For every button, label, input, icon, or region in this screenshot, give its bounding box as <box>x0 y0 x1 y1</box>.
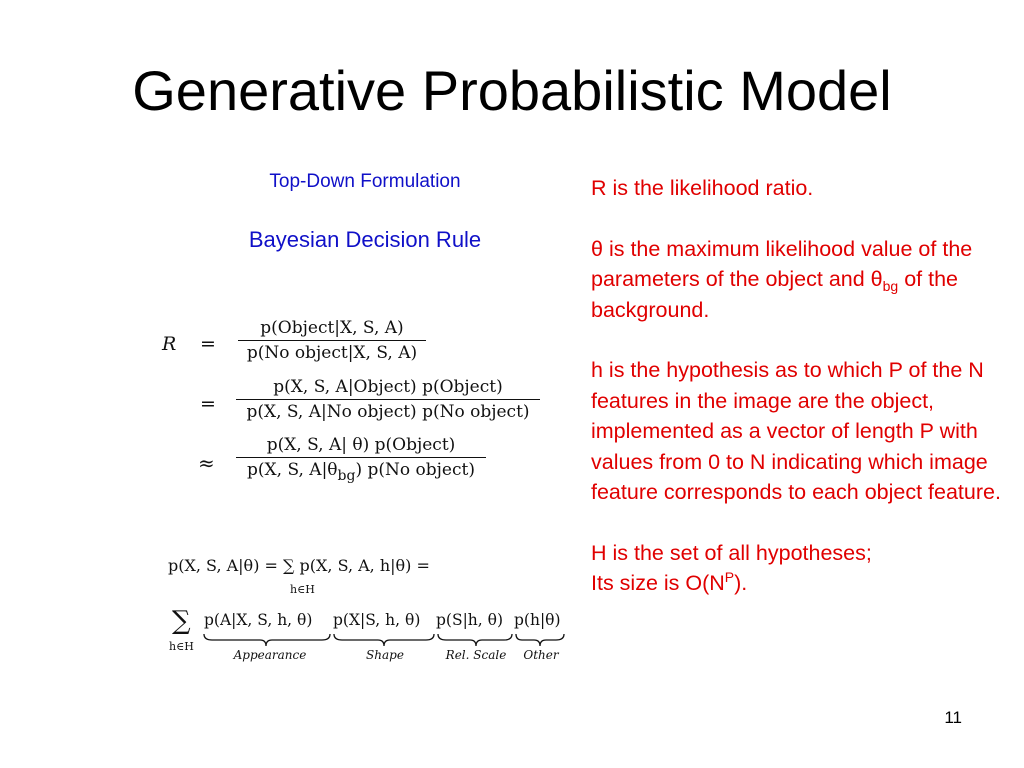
slide-title: Generative Probabilistic Model <box>132 59 892 122</box>
eq-equals-2: = <box>200 393 216 415</box>
fraction-bar <box>238 340 426 341</box>
eq-lhs-R: R <box>162 333 177 355</box>
theta-symbol: θ <box>591 236 603 261</box>
para-theta-text-b: of the background. <box>591 267 958 322</box>
expansion-line1: p(X, S, A|θ) = ∑ p(X, S, A, h|θ) = <box>168 556 430 575</box>
eq3-numerator: p(X, S, A| θ) p(Object) <box>266 435 456 455</box>
eq-approx: ≈ <box>198 451 215 475</box>
underbrace-rel-scale <box>438 634 512 646</box>
eq1-numerator: p(Object|X, S, A) <box>260 318 404 338</box>
label-shape: Shape <box>366 648 404 662</box>
underbrace-appearance <box>204 634 330 646</box>
heading-top-down: Top-Down Formulation <box>269 171 461 192</box>
fraction-bar <box>236 457 486 458</box>
eq-equals-1: = <box>200 333 216 355</box>
para-hypothesis: h is the hypothesis as to which P of the N features in the image are the object, implemented as a vector of length P with values from 0 to N indicating which image feature corresponds to each object feature. <box>591 358 1001 504</box>
para-theta <box>591 234 1016 326</box>
theta-bg-subscript: bg <box>882 278 899 294</box>
term-shape: p(X|S, h, θ) <box>333 611 421 629</box>
eq3-den-main: p(X, S, A|θ <box>247 460 338 480</box>
para-theta-text-a: is the maximum likelihood value of the parameters of the object and <box>591 236 973 291</box>
para-hypotheses-line2b: ). <box>734 571 748 595</box>
para-hypotheses-set <box>591 538 1016 599</box>
term-rel-scale: p(S|h, θ) <box>436 611 504 629</box>
label-rel-scale: Rel. Scale <box>445 648 507 662</box>
theta-bg-symbol: θ <box>870 267 883 291</box>
eq3-den-sub: bg <box>337 468 356 484</box>
eq3-denominator <box>236 460 486 484</box>
eq3-fraction <box>236 435 486 484</box>
size-exponent: P <box>724 569 735 585</box>
eq2-fraction <box>236 377 540 422</box>
underbraces <box>200 632 570 648</box>
para-likelihood-ratio: R is the likelihood ratio. <box>591 176 814 200</box>
expansion-sum-sub-1: h∈H <box>290 583 315 596</box>
para-hypotheses-line1: H is the set of all hypotheses; <box>591 540 872 565</box>
para-hypotheses-line2a: Its size is O(N <box>591 571 725 595</box>
term-other: p(h|θ) <box>514 611 561 629</box>
label-appearance: Appearance <box>233 648 307 662</box>
underbrace-shape <box>334 634 434 646</box>
right-column-text <box>591 173 1016 599</box>
eq2-numerator: p(X, S, A|Object) p(Object) <box>273 377 503 397</box>
heading-bayesian: Bayesian Decision Rule <box>248 227 482 252</box>
eq3-den-tail: ) p(No object) <box>355 460 475 480</box>
page-number: 11 <box>944 708 962 727</box>
term-appearance: p(A|X, S, h, θ) <box>204 611 313 629</box>
underbrace-other <box>516 634 564 646</box>
eq1-denominator: p(No object|X, S, A) <box>246 343 418 363</box>
eq2-denominator: p(X, S, A|No object) p(No object) <box>246 402 530 422</box>
sum-symbol: ∑ <box>172 606 191 636</box>
eq1-fraction <box>238 318 426 363</box>
fraction-bar <box>236 399 540 400</box>
expansion-sum-sub-2: h∈H <box>169 640 194 653</box>
label-other: Other <box>523 648 559 662</box>
